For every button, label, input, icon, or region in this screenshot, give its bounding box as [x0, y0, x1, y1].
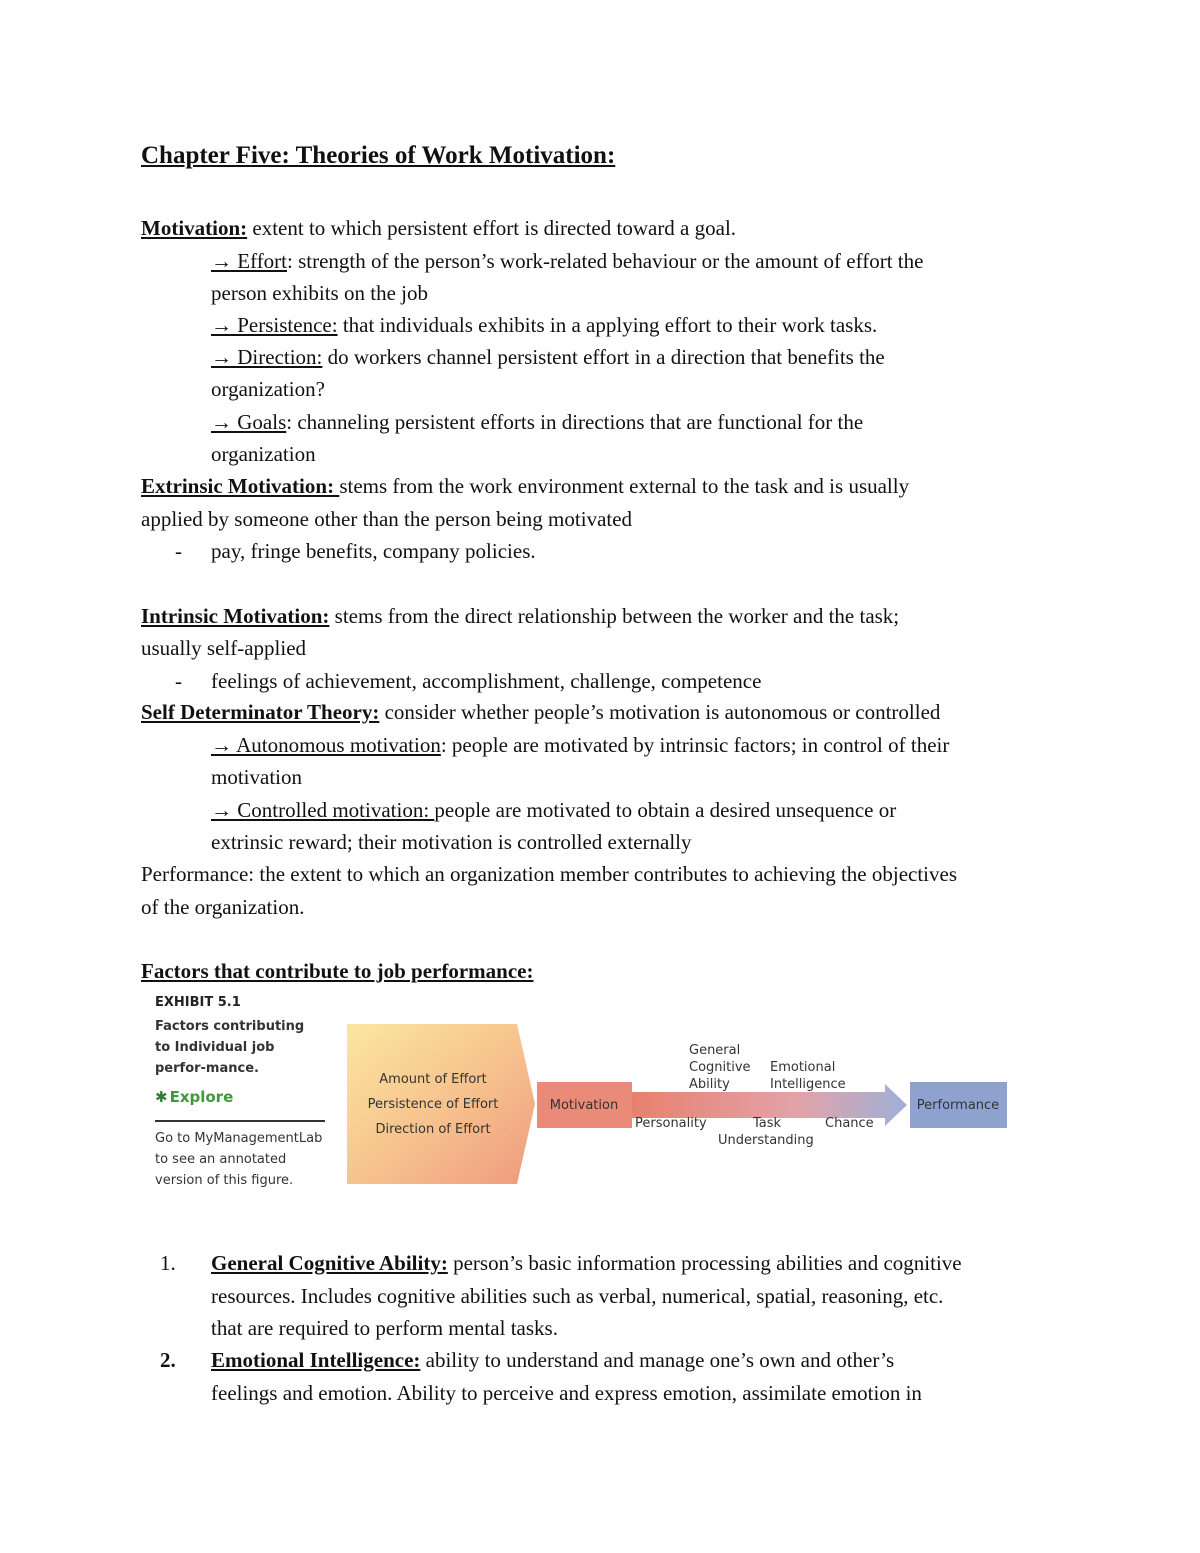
intrinsic-definition-cont: usually self-applied — [141, 636, 307, 660]
extrinsic-bullet: pay, fringe benefits, company policies. — [211, 539, 536, 563]
exhibit-caption: Factors contributing to Individual job perfor-mance. — [155, 1019, 305, 1076]
controlled-item: → Controlled motivation: people are motivated to obtain a desired unsequence or — [211, 798, 897, 822]
explore-icon: ✱ — [155, 1088, 168, 1106]
factors-heading: Factors that contribute to job performance: — [141, 959, 534, 983]
intrinsic-definition: Intrinsic Motivation: stems from the direct relationship between the worker and the task; — [141, 604, 900, 628]
motivation-definition — [141, 212, 736, 244]
box-line-2: Persistence of Effort — [367, 1097, 499, 1112]
effort-item: → Effort: strength of the person’s work-related behaviour or the amount of effort the — [211, 249, 924, 273]
exhibit-goto-text: Go to MyManagementLab to see an annotated version of this figure. — [155, 1131, 323, 1188]
goals-item-cont: organization — [211, 442, 316, 466]
explore-link[interactable]: ✱ Explore — [155, 1088, 234, 1106]
label-chance: Chance — [825, 1116, 874, 1131]
dash-bullet: - — [175, 539, 182, 563]
label-personality: Personality — [635, 1116, 707, 1131]
exhibit-label: EXHIBIT 5.1 — [155, 995, 241, 1010]
autonomous-item: → Autonomous motivation: people are motivated by intrinsic factors; in control of their — [211, 733, 950, 757]
label-intelligence: Intelligence — [770, 1077, 846, 1092]
label-cognitive: Cognitive — [689, 1060, 751, 1075]
exhibit-figure — [150, 990, 1020, 1190]
label-ability: Ability — [689, 1077, 730, 1092]
intrinsic-bullet: feelings of achievement, accomplishment, challenge, competence — [211, 669, 762, 693]
box-line-1: Amount of Effort — [379, 1072, 487, 1087]
controlled-item-cont: extrinsic reward; their motivation is controlled externally — [211, 830, 692, 854]
list-number: 2. — [160, 1348, 176, 1372]
motivation-label: Motivation — [549, 1098, 619, 1113]
list-item-gca-cont2: that are required to perform mental tasks. — [211, 1316, 558, 1340]
label-task: Task — [753, 1116, 782, 1131]
list-item-ei: Emotional Intelligence: ability to understand and manage one’s own and other’s — [211, 1348, 895, 1372]
divider — [155, 1120, 325, 1122]
list-item-gca-cont: resources. Includes cognitive abilities such as verbal, numerical, spatial, reasoning, etc. — [211, 1284, 944, 1308]
label-emotional: Emotional — [770, 1060, 836, 1075]
list-item-ei-cont: feelings and emotion. Ability to perceive and express emotion, assimilate emotion in — [211, 1381, 922, 1405]
autonomous-item-cont: motivation — [211, 765, 302, 789]
performance-definition-cont: of the organization. — [141, 895, 305, 919]
performance-label: Performance — [916, 1098, 1000, 1113]
effort-item-cont: person exhibits on the job — [211, 281, 428, 305]
list-item-gca: General Cognitive Ability: person’s basic information processing abilities and cognitive — [211, 1251, 962, 1275]
extrinsic-definition: Extrinsic Motivation: stems from the work environment external to the task and is usually — [141, 474, 910, 498]
sdt-definition: Self Determinator Theory: consider whether people’s motivation is autonomous or controlled — [141, 700, 941, 724]
extrinsic-definition-cont: applied by someone other than the person being motivated — [141, 507, 633, 531]
label-understanding: Understanding — [718, 1133, 814, 1148]
persistence-item: → Persistence: that individuals exhibits in a applying effort to their work tasks. — [211, 313, 878, 337]
list-number: 1. — [160, 1251, 176, 1275]
dash-bullet: - — [175, 669, 182, 693]
motivation-def: extent to which persistent effort is directed toward a goal. — [247, 216, 737, 240]
box-line-3: Direction of Effort — [375, 1122, 491, 1137]
direction-item-cont: organization? — [211, 377, 325, 401]
page-title: Chapter Five: Theories of Work Motivation: — [141, 142, 616, 169]
motivation-term: Motivation: — [141, 216, 248, 240]
performance-definition: Performance: the extent to which an organization member contributes to achieving the objectives — [141, 862, 958, 886]
direction-item: → Direction: do workers channel persistent effort in a direction that benefits the — [211, 345, 885, 369]
goals-item: → Goals: channeling persistent efforts in directions that are functional for the — [211, 410, 864, 434]
label-general: General — [689, 1043, 741, 1058]
performance-diagram — [345, 1020, 1010, 1190]
